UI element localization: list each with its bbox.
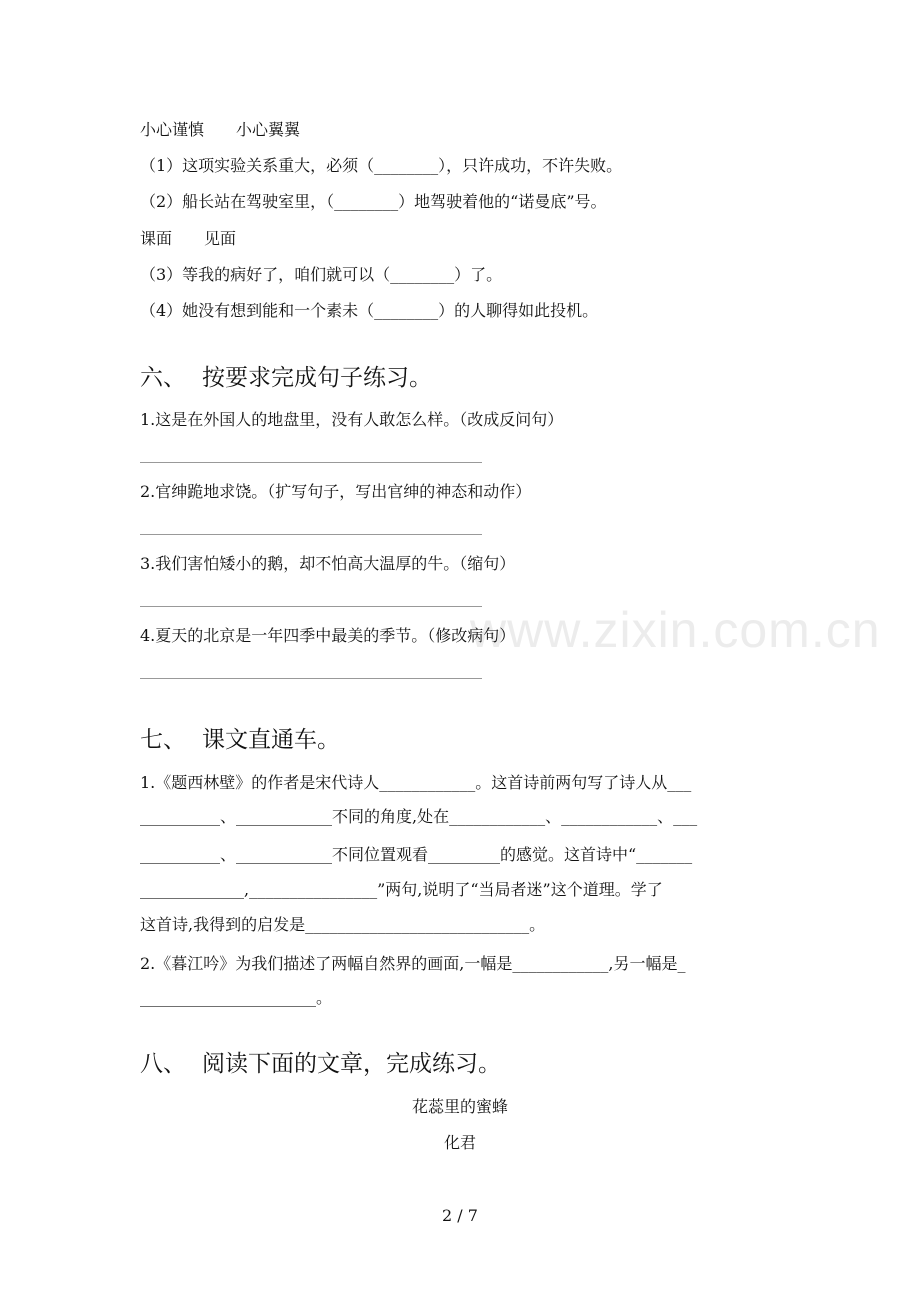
section-6-number: 六、	[140, 365, 186, 391]
poem-question-line-4: _____________,________________”两句,说明了“当局者迷”这个道理。学了	[140, 880, 663, 899]
article-title: 花蕊里的蜜蜂	[411, 1097, 508, 1116]
poem-question-line-6: 2.《暮江吟》为我们描述了两幅自然界的画面,一幅是____________,另一幅是_	[140, 954, 686, 973]
exercise-1: 1.这是在外国人的地盘里，没有人敢怎么样。（改成反问句）	[140, 410, 564, 429]
question-2: （2）船长站在驾驶室里，（________）地驾驶着他的“诺曼底”号。	[140, 192, 607, 211]
answer-line-1	[140, 462, 482, 463]
word-options-2: 课面 见面	[140, 229, 237, 248]
answer-line-3	[140, 606, 482, 607]
question-3: （3）等我的病好了，咱们就可以（________）了。	[140, 265, 503, 284]
question-1: （1）这项实验关系重大，必须（________），只许成功，不许失败。	[140, 156, 623, 175]
word-options-1: 小心谨慎 小心翼翼	[140, 120, 301, 139]
section-8-number: 八、	[140, 1051, 186, 1077]
page-number: 2 / 7	[442, 1206, 478, 1225]
section-7-title: 课文直通车。	[202, 727, 340, 753]
section-7-number: 七、	[140, 727, 186, 753]
section-6-heading	[140, 364, 432, 392]
poem-question-line-7: ______________________。	[140, 988, 333, 1007]
exercise-2: 2.官绅跪地求饶。（扩写句子，写出官绅的神态和动作）	[140, 482, 532, 501]
watermark: www.zixin.com.cn	[470, 602, 881, 658]
poem-question-line-3: __________、____________不同位置观看_________的感觉。这首诗中“_______	[140, 845, 693, 864]
section-6-title: 按要求完成句子练习。	[202, 365, 432, 391]
answer-line-4	[140, 678, 482, 679]
article-author: 化君	[443, 1133, 476, 1152]
exercise-4: 4.夏天的北京是一年四季中最美的季节。（修改病句）	[140, 626, 516, 645]
section-8-heading	[140, 1050, 501, 1078]
section-8-title: 阅读下面的文章，完成练习。	[202, 1051, 501, 1077]
poem-question-line-2: __________、____________不同的角度,处在____________、____________、___	[140, 807, 698, 826]
question-4: （4）她没有想到能和一个素未（________）的人聊得如此投机。	[140, 301, 599, 320]
answer-line-2	[140, 534, 482, 535]
section-7-heading	[140, 726, 340, 754]
poem-question-line-1: 1.《题西林壁》的作者是宋代诗人____________。这首诗前两句写了诗人从___	[140, 773, 692, 792]
exercise-3: 3.我们害怕矮小的鹅，却不怕高大温厚的牛。（缩句）	[140, 554, 516, 573]
poem-question-line-5: 这首诗,我得到的启发是____________________________。	[140, 915, 546, 934]
